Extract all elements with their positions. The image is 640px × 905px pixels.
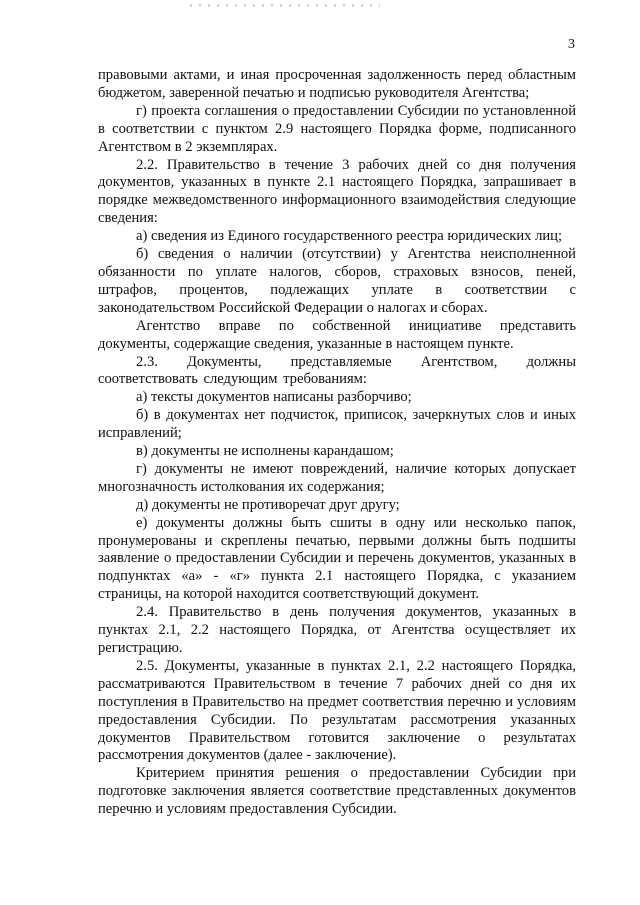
paragraph-2-3-g: г) документы не имеют повреждений, наличие которых допускает многозначность истолкования их содержания; xyxy=(98,460,576,495)
paragraph-2-2-b: б) сведения о наличии (отсутствии) у Агентства неисполненной обязанности по уплате налогов, сборов, страховых взносов, пеней, штрафов, процентов, подлежащих уплате в соответствии с законодательством Российской Федерации о налогах и сборах. xyxy=(98,246,576,316)
paragraph-item-g-agreement: г) проекта соглашения о предоставлении Субсидии по установленной в соответствии с пунктом 2.9 настоящего Порядка форме, подписанного Агентством в 2 экземплярах. xyxy=(98,102,576,155)
paragraph-2-3-a: а) тексты документов написаны разборчиво; xyxy=(136,389,412,406)
scan-artifact xyxy=(190,4,380,7)
paragraph-2-3: 2.3. Документы, представляемые Агентством, должны соответствовать следующим требованиям: xyxy=(98,353,576,388)
page-number: 3 xyxy=(568,37,575,52)
paragraph-2-2-a: а) сведения из Единого государственного реестра юридических лиц; xyxy=(136,228,563,245)
paragraph-agency-initiative: Агентство вправе по собственной инициативе представить документы, содержащие сведения, указанные в настоящем пункте. xyxy=(98,317,576,352)
paragraph-2-5: 2.5. Документы, указанные в пунктах 2.1, 2.2 настоящего Порядка, рассматриваются Правительством в течение 7 рабочих дней со дня их поступления в Правительство на предмет соответствия перечню и условиям предоставления Субсидии. По результатам рассмотрения указанных документов Правительством готовится заключение о результатах рассмотрения документов (далее - заключение). xyxy=(98,657,576,764)
paragraph-2-3-b: б) в документах нет подчисток, приписок, зачеркнутых слов и иных исправлений; xyxy=(98,407,576,442)
paragraph-2-2: 2.2. Правительство в течение 3 рабочих дней со дня получения документов, указанных в пункте 2.1 настоящего Порядка, запрашивает в порядке межведомственного информационного взаимодействия следующие сведения: xyxy=(98,156,576,227)
paragraph-continuation: правовыми актами, и иная просроченная задолженность перед областным бюджетом, заверенной печатью и подписью руководителя Агентства; xyxy=(98,67,576,101)
paragraph-2-4: 2.4. Правительство в день получения документов, указанных в пунктах 2.1, 2.2 настоящего Порядка, от Агентства осуществляет их регистрацию. xyxy=(98,604,576,656)
paragraph-2-3-v: в) документы не исполнены карандашом; xyxy=(136,443,394,460)
paragraph-criterion: Критерием принятия решения о предоставлении Субсидии при подготовке заключения является соответствие представленных документов перечню и условиям предоставления Субсидии. xyxy=(98,765,576,818)
document-body xyxy=(98,67,576,819)
paragraph-2-3-d: д) документы не противоречат друг другу; xyxy=(136,496,400,513)
paragraph-2-3-e: е) документы должны быть сшиты в одну или несколько папок, пронумерованы и скреплены печатью, первыми должны быть подшиты заявление о предоставлении Субсидии и перечень документов, указанных в подпунктах «а» - «г» пункта 2.1 настоящего Порядка, с указанием страницы, на которой находится соответствующий документ. xyxy=(98,514,576,603)
